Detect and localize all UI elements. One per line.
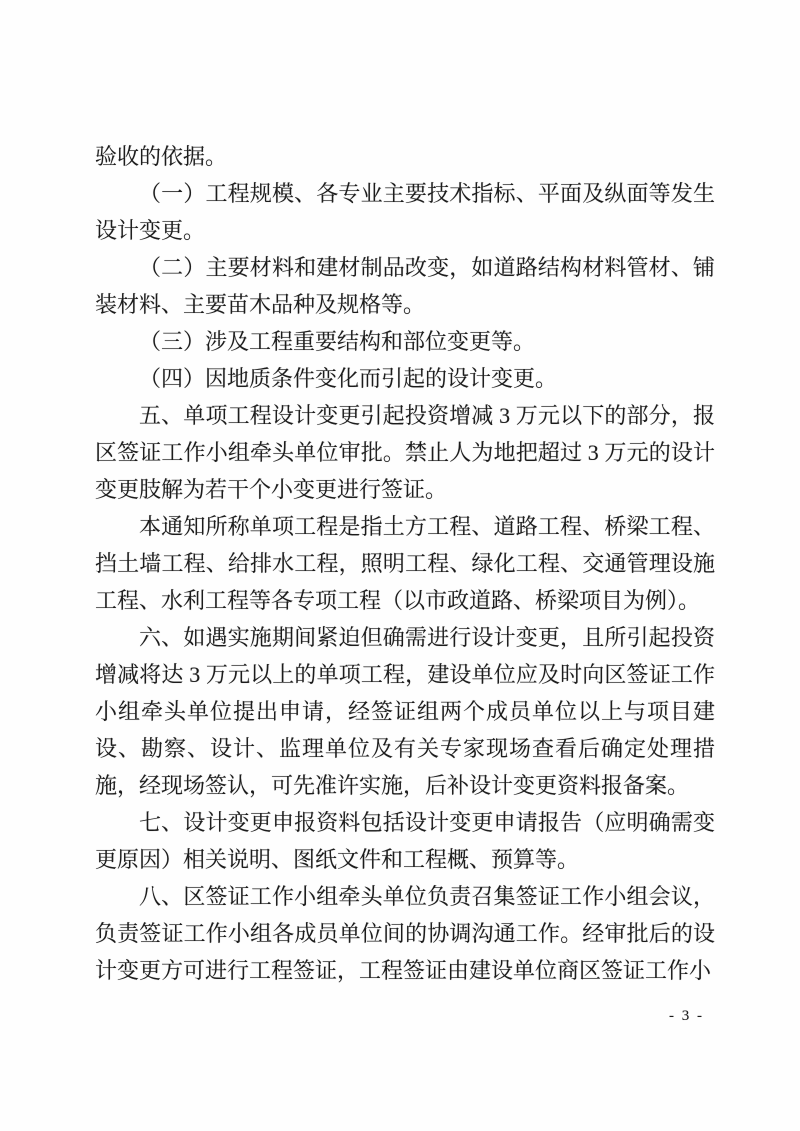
paragraph-clause-4: （四）因地质条件变化而引起的设计变更。: [139, 366, 558, 391]
paragraph-clause-1: （一）工程规模、各专业主要技术指标、平面及纵面等发生设计变更。: [95, 181, 715, 243]
document-body: [95, 138, 715, 989]
page-number: - 3 -: [669, 1008, 704, 1024]
paragraph-clause-2: （二）主要材料和建材制品改变，如道路结构材料管材、铺装材料、主要苗木品种及规格等。: [95, 255, 715, 317]
paragraph-section-5: 五、单项工程设计变更引起投资增减 3 万元以下的部分，报区签证工作小组牵头单位审批。禁止人为地把超过 3 万元的设计变更肢解为若干个小变更进行签证。: [95, 403, 715, 502]
paragraph-section-6: 六、如遇实施期间紧迫但确需进行设计变更，且所引起投资增减将达 3 万元以上的单项工程，建设单位应及时向区签证工作小组牵头单位提出申请，经签证组两个成员单位以上与项目建设、勘察、设计、监理单位及有关专家现场查看后确定处理措施，经现场签认，可先准许实施，后补设计变更资料报备案。: [95, 625, 715, 798]
paragraph-continuation: 验收的依据。: [95, 144, 228, 169]
paragraph-section-8: 八、区签证工作小组牵头单位负责召集签证工作小组会议，负责签证工作小组各成员单位间的协调沟通工作。经审批后的设计变更方可进行工程签证，工程签证由建设单位商区签证工作小: [95, 884, 715, 983]
paragraph-definition: 本通知所称单项工程是指土方工程、道路工程、桥梁工程、挡土墙工程、给排水工程，照明工程、绿化工程、交通管理设施工程、水利工程等各专项工程（以市政道路、桥梁项目为例）。: [95, 514, 715, 613]
paragraph-section-7: 七、设计变更申报资料包括设计变更申请报告（应明确需变更原因）相关说明、图纸文件和工程概、预算等。: [95, 810, 715, 872]
paragraph-clause-3: （三）涉及工程重要结构和部位变更等。: [139, 329, 536, 354]
